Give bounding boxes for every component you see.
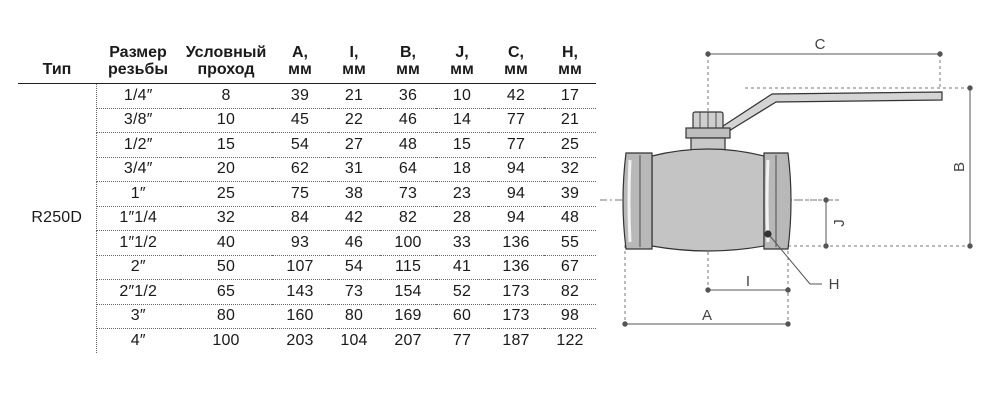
table-cell: 169 <box>380 304 436 329</box>
table-cell: 38 <box>328 182 380 207</box>
table-cell: 94 <box>488 182 544 207</box>
table-cell: 3″ <box>96 304 180 329</box>
table-cell: 22 <box>328 108 380 133</box>
table-cell: 203 <box>286 331 314 349</box>
table-cell: 187 <box>502 331 530 349</box>
table-cell: 64 <box>380 157 436 182</box>
table-cell: 39 <box>544 182 596 207</box>
header-b-line2: мм <box>396 61 420 78</box>
table-cell: 32 <box>180 206 272 231</box>
table-cell: 77 <box>488 108 544 133</box>
table-cell: 42 <box>328 206 380 231</box>
dim-label-h: H <box>828 276 840 293</box>
table-cell: 73 <box>328 280 380 305</box>
table-cell: 25 <box>180 182 272 207</box>
header-thread-size-line2: резьбы <box>107 61 168 78</box>
table-cell: 60 <box>436 304 488 329</box>
table-cell: 54 <box>328 255 380 280</box>
table-row <box>18 280 596 305</box>
table-cell: 15 <box>180 133 272 158</box>
table-cell: 93 <box>272 231 328 256</box>
table-cell: 62 <box>272 157 328 182</box>
table-row <box>18 231 596 256</box>
table-cell: 100 <box>380 231 436 256</box>
table-cell: 104 <box>340 331 368 349</box>
table-cell: 82 <box>380 206 436 231</box>
table-cell: 173 <box>488 280 544 305</box>
table-cell: 42 <box>488 84 544 109</box>
dim-label-j: J <box>831 219 848 227</box>
table-cell: 75 <box>272 182 328 207</box>
table-cell: 25 <box>544 133 596 158</box>
ball-valve-drawing <box>590 20 990 340</box>
table-cell: 122 <box>556 331 584 349</box>
header-type-label: Тип <box>42 61 72 78</box>
table-cell: 55 <box>544 231 596 256</box>
table-row <box>18 206 596 231</box>
table-cell: 3/8″ <box>96 108 180 133</box>
table-cell: 27 <box>328 133 380 158</box>
table-cell: 173 <box>488 304 544 329</box>
header-b <box>380 40 436 84</box>
table-cell: 77 <box>488 133 544 158</box>
table-cell: 80 <box>180 304 272 329</box>
valve-handle <box>720 92 942 134</box>
table-cell: 143 <box>272 280 328 305</box>
table-cell: 54 <box>272 133 328 158</box>
header-nominal-bore <box>180 40 272 84</box>
table-body <box>18 84 596 353</box>
table-cell: 82 <box>544 280 596 305</box>
header-thread-size-line1: Размер <box>109 44 167 61</box>
header-c <box>488 40 544 84</box>
table-cell: 73 <box>380 182 436 207</box>
table-cell: 15 <box>436 133 488 158</box>
dim-label-i: I <box>745 273 751 290</box>
table-cell: 18 <box>436 157 488 182</box>
table-cell: 65 <box>180 280 272 305</box>
table-cell: 8 <box>180 84 272 109</box>
table-cell: 136 <box>488 231 544 256</box>
spec-table <box>18 40 596 353</box>
table-cell: 154 <box>380 280 436 305</box>
table-cell: 32 <box>544 157 596 182</box>
header-i <box>328 40 380 84</box>
header-j <box>436 40 488 84</box>
table-cell: 33 <box>436 231 488 256</box>
header-h-line2: мм <box>558 61 582 78</box>
header-c-line1: C, <box>508 44 524 61</box>
valve-body <box>623 92 942 251</box>
header-nominal-bore-line2: проход <box>197 61 255 78</box>
table-cell: 94 <box>488 206 544 231</box>
table-row <box>18 108 596 133</box>
table-row <box>18 182 596 207</box>
table-cell: 14 <box>436 108 488 133</box>
table-cell: 1″ <box>96 182 180 207</box>
table-cell: 84 <box>272 206 328 231</box>
dim-label-c: C <box>814 36 826 53</box>
header-type <box>18 40 96 84</box>
header-a-line1: A, <box>292 44 308 61</box>
header-j-line2: мм <box>450 61 474 78</box>
table-cell: 40 <box>180 231 272 256</box>
table-cell: 39 <box>272 84 328 109</box>
table-cell: 46 <box>380 108 436 133</box>
table-cell: 48 <box>380 133 436 158</box>
table-cell: 207 <box>394 331 422 349</box>
table-cell: 67 <box>544 255 596 280</box>
table-cell: 50 <box>180 255 272 280</box>
header-i-line1: I, <box>349 44 359 61</box>
table-cell: 48 <box>544 206 596 231</box>
table-cell: 46 <box>328 231 380 256</box>
type-cell: R250D <box>18 84 96 353</box>
table-row <box>18 304 596 329</box>
header-j-line1: J, <box>455 44 469 61</box>
table-cell: 31 <box>328 157 380 182</box>
table-row <box>18 255 596 280</box>
table-cell: 21 <box>544 108 596 133</box>
header-i-line2: мм <box>342 61 366 78</box>
header-a-line2: мм <box>288 61 312 78</box>
table-row <box>18 133 596 158</box>
table-cell: 2″1/2 <box>96 280 180 305</box>
table-cell: 52 <box>436 280 488 305</box>
table-cell: 28 <box>436 206 488 231</box>
table-cell: 41 <box>436 255 488 280</box>
table-cell: 100 <box>212 331 240 349</box>
table-cell: 45 <box>272 108 328 133</box>
header-c-line2: мм <box>504 61 528 78</box>
header-a <box>272 40 328 84</box>
dim-label-a: A <box>701 307 713 324</box>
table-cell: 94 <box>488 157 544 182</box>
header-nominal-bore-line1: Условный <box>185 44 267 61</box>
table-row <box>18 84 596 109</box>
table-cell: 23 <box>436 182 488 207</box>
table-cell: 136 <box>488 255 544 280</box>
table-cell: 107 <box>272 255 328 280</box>
table-cell: 80 <box>328 304 380 329</box>
table-cell: 1″1/4 <box>96 206 180 231</box>
table-header-row <box>18 40 596 84</box>
table-cell: 1/4″ <box>96 84 180 109</box>
header-h-line1: H, <box>562 44 578 61</box>
table-cell: 36 <box>380 84 436 109</box>
table-cell: 2″ <box>96 255 180 280</box>
table-cell: 10 <box>180 108 272 133</box>
header-b-line1: B, <box>400 44 416 61</box>
table-cell: 160 <box>272 304 328 329</box>
table-cell: 1″1/2 <box>96 231 180 256</box>
table-cell: 3/4″ <box>96 157 180 182</box>
table-cell: 4″ <box>130 331 146 349</box>
table-cell: 17 <box>544 84 596 109</box>
table-cell: 10 <box>436 84 488 109</box>
dim-label-b: B <box>951 161 968 173</box>
table-cell: 77 <box>452 331 472 349</box>
header-thread-size <box>96 40 180 84</box>
table-cell: 1/2″ <box>96 133 180 158</box>
table-row <box>18 329 596 353</box>
table-row <box>18 157 596 182</box>
table-cell: 21 <box>328 84 380 109</box>
header-h <box>544 40 596 84</box>
table-cell: 20 <box>180 157 272 182</box>
table-cell: 98 <box>544 304 596 329</box>
table-cell: 115 <box>380 255 436 280</box>
